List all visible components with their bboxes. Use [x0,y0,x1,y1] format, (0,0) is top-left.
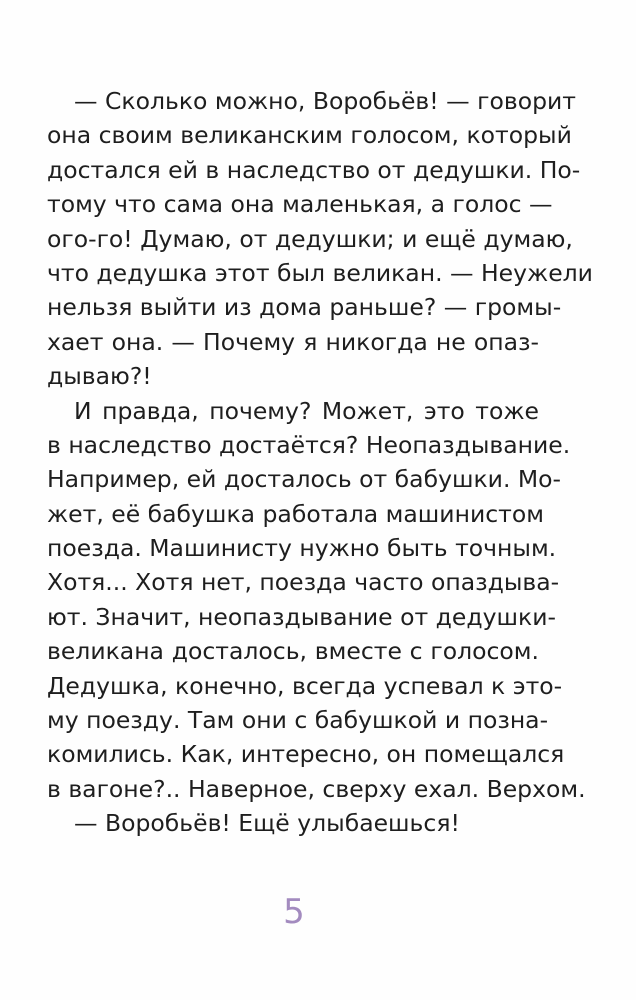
text-line: И правда, почему? Может, это тоже [74,396,539,425]
text-line: что дедушка этот был великан. — Неужели [47,258,593,287]
text-line: ют. Значит, неопаздывание от дедушки- [47,602,556,631]
text-line: Хотя... Хотя нет, поезда часто опаздыва- [47,568,560,597]
body-text [47,84,593,841]
text-line: му поезду. Там они с бабушкой и позна- [47,706,549,735]
text-line: Например, ей досталось от бабушки. Мо- [47,465,562,494]
text-line: достался ей в наследство от дедушки. По- [47,155,581,184]
text-line: тому что сама она маленькая, а голос — [47,190,553,219]
page-number: 5 [283,892,305,932]
text-line: нельзя выйти из дома раньше? — громы- [47,293,562,322]
text-line: дываю?! [47,362,152,391]
text-line: — Воробьёв! Ещё улыбаешься! [74,809,460,838]
text-line: комились. Как, интересно, он помещался [47,740,565,769]
text-line: — Сколько можно, Воробьёв! — говорит [74,87,576,115]
text-line: великана досталось, вместе с голосом. [47,637,539,666]
text-line: в наследство достаётся? Неопаздывание. [47,430,571,459]
text-line: жет, её бабушка работала машинистом [47,499,544,528]
text-line: хает она. — Почему я никогда не опаз- [47,327,539,356]
text-line: она своим великанским голосом, который [47,121,572,150]
text-line: Дедушка, конечно, всегда успевал к это- [47,671,563,700]
text-line: поезда. Машинисту нужно быть точным. [47,534,557,563]
text-line: в вагоне?.. Наверное, сверху ехал. Верхом. [47,774,586,803]
text-line: ого-го! Думаю, от дедушки; и ещё думаю, [47,224,573,253]
